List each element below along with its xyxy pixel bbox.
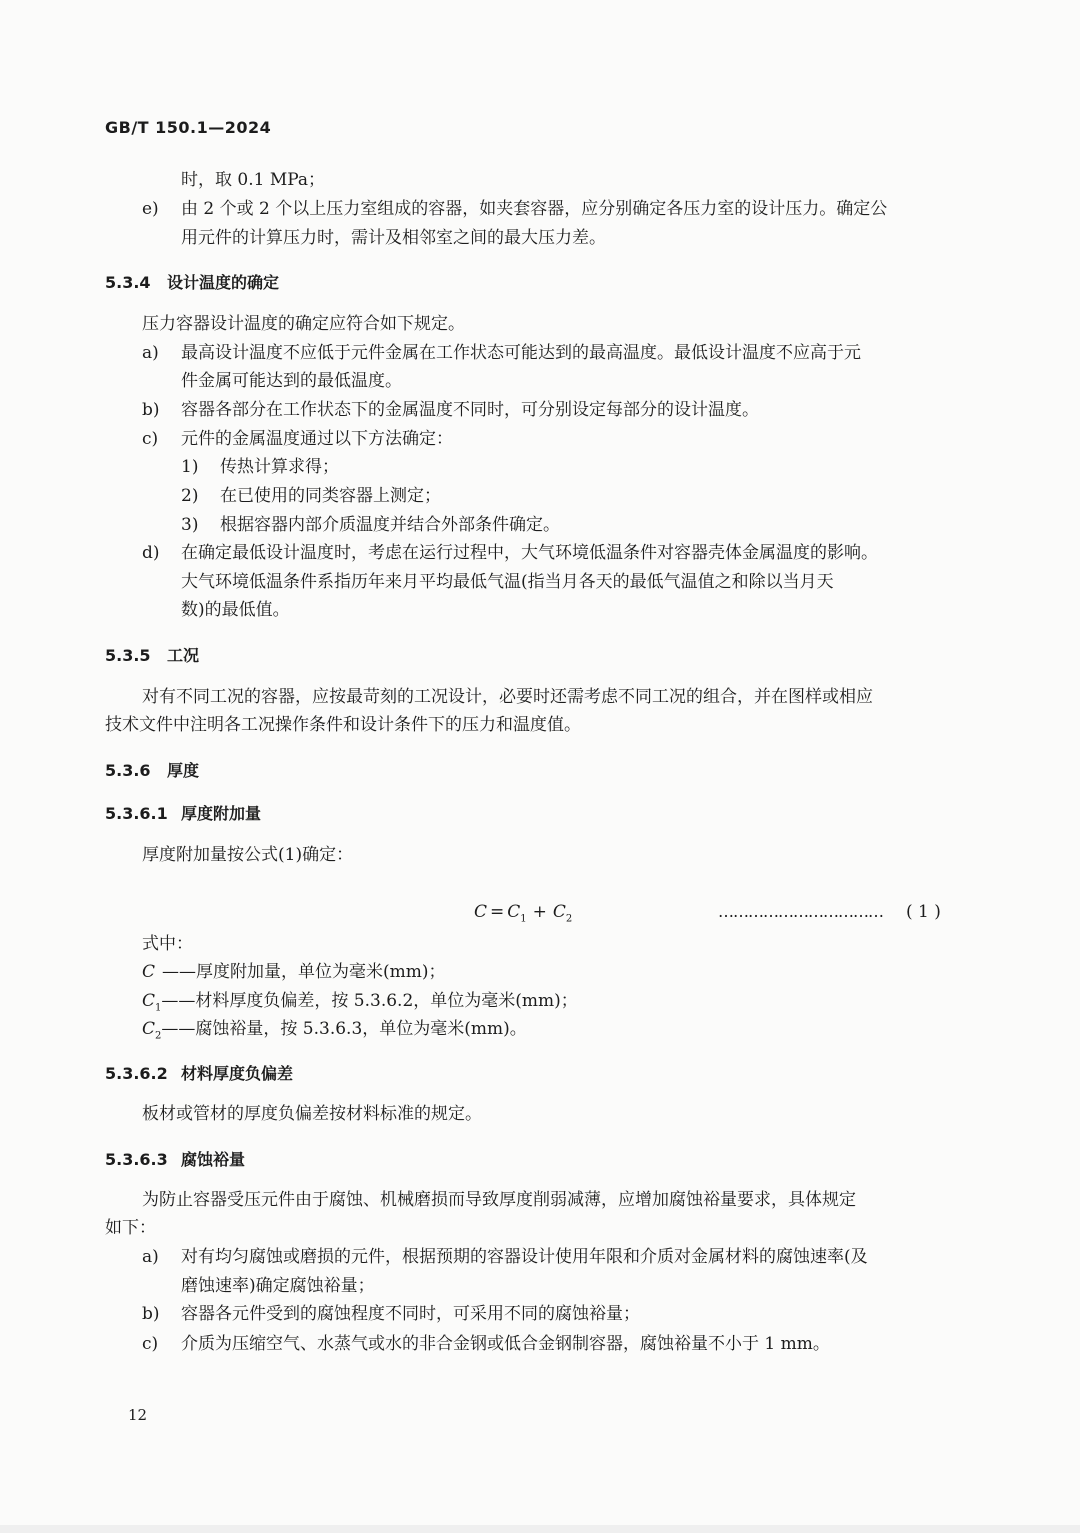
page-number: 12 [128,1406,148,1424]
variable-row-c1: $C_1——$材料厚度负偏差，按 5.3.6.2，单位为毫米(mm)； [142,991,578,1014]
list-marker-b: b) [142,400,160,420]
paragraph-line2: 如下： [105,1218,156,1238]
standard-number: GB/T 150.1—2024 [105,118,272,137]
sublist-marker-3: 3) [181,515,199,535]
item-c-line1: 介质为压缩空气、水蒸气或水的非合金钢或低合金钢制容器，腐蚀裕量不小于 1 mm。 [181,1334,830,1354]
section-number: 5.3.6.1 [105,804,168,823]
list-marker-a: a) [142,1247,159,1267]
item-a-line1: 对有均匀腐蚀或磨损的元件，根据预期的容器设计使用年限和介质对金属材料的腐蚀速率(及 [181,1247,868,1267]
sublist-item-2: 在已使用的同类容器上测定； [220,486,441,506]
section-title: 工况 [167,646,200,665]
variable-row-c: C ——厚度附加量，单位为毫米(mm)； [142,962,446,982]
paragraph-line2: 技术文件中注明各工况操作条件和设计条件下的压力和温度值。 [105,715,581,735]
list-marker-d: d) [142,543,160,563]
item-a-line1: 最高设计温度不应低于元件金属在工作状态可能达到的最高温度。最低设计温度不应高于元 [181,343,861,363]
item-b-line1: 容器各部分在工作状态下的金属温度不同时，可分别设定每部分的设计温度。 [181,400,759,420]
section-number: 5.3.4 [105,273,151,292]
page-bottom-edge [0,1525,1080,1533]
sublist-marker-1: 1) [181,457,199,477]
paragraph: 压力容器设计温度的确定应符合如下规定。 [142,314,465,334]
list-marker-c: c) [142,429,159,449]
list-marker-a: a) [142,343,159,363]
item-d-line3: 数)的最低值。 [181,600,290,620]
section-number: 5.3.6.2 [105,1064,168,1083]
list-marker-b: b) [142,1304,160,1324]
section-number: 5.3.6 [105,761,151,780]
item-c-line1: 元件的金属温度通过以下方法确定： [181,429,453,449]
item-e-line2: 用元件的计算压力时，需计及相邻室之间的最大压力差。 [181,228,606,248]
section-title: 材料厚度负偏差 [181,1064,294,1083]
section-title: 厚度附加量 [181,804,262,823]
continued-line: 时，取 0.1 MPa； [181,170,326,190]
section-heading-5-3-6-2 [105,1061,293,1084]
section-title: 设计温度的确定 [167,273,280,292]
item-a-line2: 件金属可能达到的最低温度。 [181,371,402,391]
paragraph: 厚度附加量按公式(1)确定： [142,845,354,865]
variable-row-c2: $C_2——$腐蚀裕量，按 5.3.6.3，单位为毫米(mm)。 [142,1019,527,1042]
formula-leader-dots: …………………………… [718,902,883,921]
paragraph: 板材或管材的厚度负偏差按材料标准的规定。 [142,1104,482,1124]
formula-number: ( 1 ) [906,902,941,922]
section-number: 5.3.5 [105,646,151,665]
formula: $C = C_1 + C_2$ [474,902,573,925]
section-heading-5-3-6-1 [105,801,261,824]
list-marker-c: c) [142,1334,159,1354]
item-d-line2: 大气环境低温条件系指历年来月平均最低气温(指当月各天的最低气温值之和除以当月天 [181,572,834,592]
paragraph-line1: 对有不同工况的容器，应按最苛刻的工况设计，必要时还需考虑不同工况的组合，并在图样或相应 [142,687,873,707]
paragraph-line1: 为防止容器受压元件由于腐蚀、机械磨损而导致厚度削弱减薄，应增加腐蚀裕量要求，具体规定 [142,1190,856,1210]
section-heading-5-3-5 [105,643,199,666]
item-d-line1: 在确定最低设计温度时，考虑在运行过程中，大气环境低温条件对容器壳体金属温度的影响。 [181,543,878,563]
section-heading-5-3-6 [105,758,199,781]
item-b-line1: 容器各元件受到的腐蚀程度不同时，可采用不同的腐蚀裕量； [181,1304,640,1324]
sublist-marker-2: 2) [181,486,199,506]
where-label: 式中： [142,934,193,954]
sublist-item-1: 传热计算求得； [220,457,339,477]
item-a-line2: 磨蚀速率)确定腐蚀裕量； [181,1276,375,1296]
section-number: 5.3.6.3 [105,1150,168,1169]
section-heading-5-3-6-3 [105,1147,245,1170]
list-marker-e: e) [142,199,159,219]
section-title: 腐蚀裕量 [181,1150,246,1169]
item-e-line1: 由 2 个或 2 个以上压力室组成的容器，如夹套容器，应分别确定各压力室的设计压力。确定公 [181,199,888,219]
section-title: 厚度 [167,761,200,780]
sublist-item-3: 根据容器内部介质温度并结合外部条件确定。 [220,515,560,535]
section-heading-5-3-4 [105,270,279,293]
